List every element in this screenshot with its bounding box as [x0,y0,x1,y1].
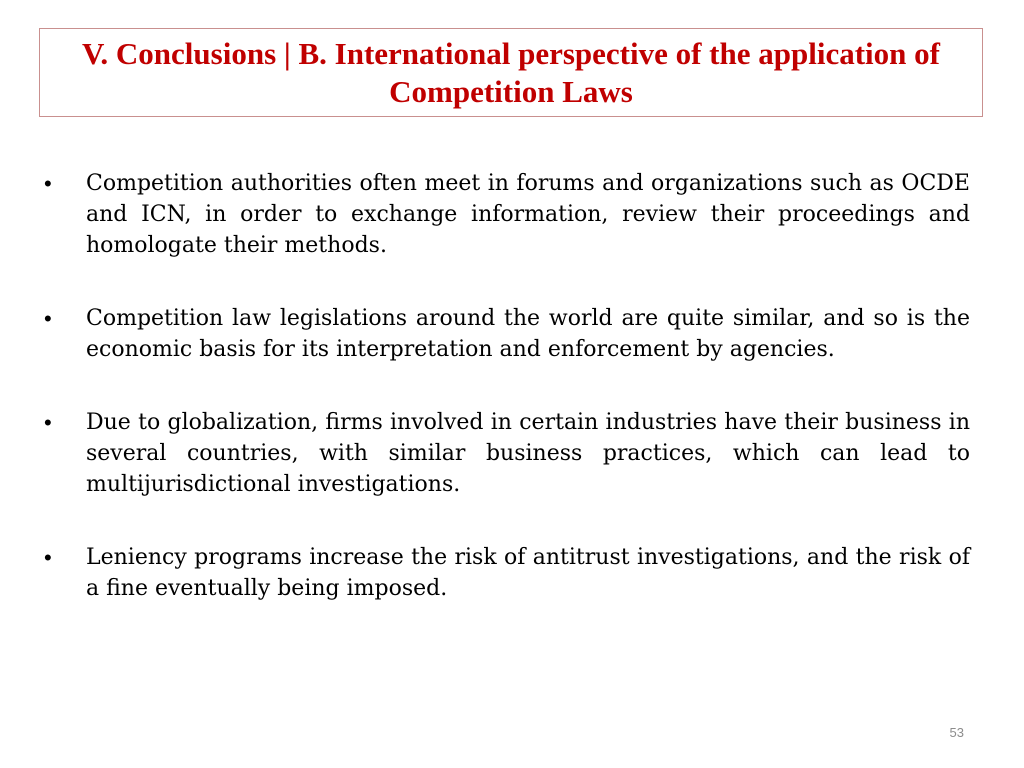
bullet-text: Due to globalization, firms involved in certain industries have their business in several countries, with similar business practices, which can lead to multijurisdictional investigations. [86,410,970,497]
bullet-icon: • [44,306,52,331]
title-box [39,28,983,117]
page-number: 53 [949,725,964,740]
bullet-item [40,542,970,604]
bullet-text: Competition law legislations around the world are quite similar, and so is the economic basis for its interpretation and enforcement by agencies. [86,306,970,362]
bullet-icon: • [44,410,52,435]
bullet-list [40,168,970,604]
bullet-item [40,407,970,500]
bullet-text: Leniency programs increase the risk of antitrust investigations, and the risk of a fine eventually being imposed. [86,545,970,601]
bullet-text: Competition authorities often meet in forums and organizations such as OCDE and ICN, in order to exchange information, review their proceedings and homologate their methods. [86,171,970,258]
bullet-item [40,303,970,365]
bullet-icon: • [44,171,52,196]
bullet-icon: • [44,545,52,570]
slide-title: V. Conclusions | B. International perspective of the application of Competition Laws [82,35,940,109]
bullet-item [40,168,970,261]
